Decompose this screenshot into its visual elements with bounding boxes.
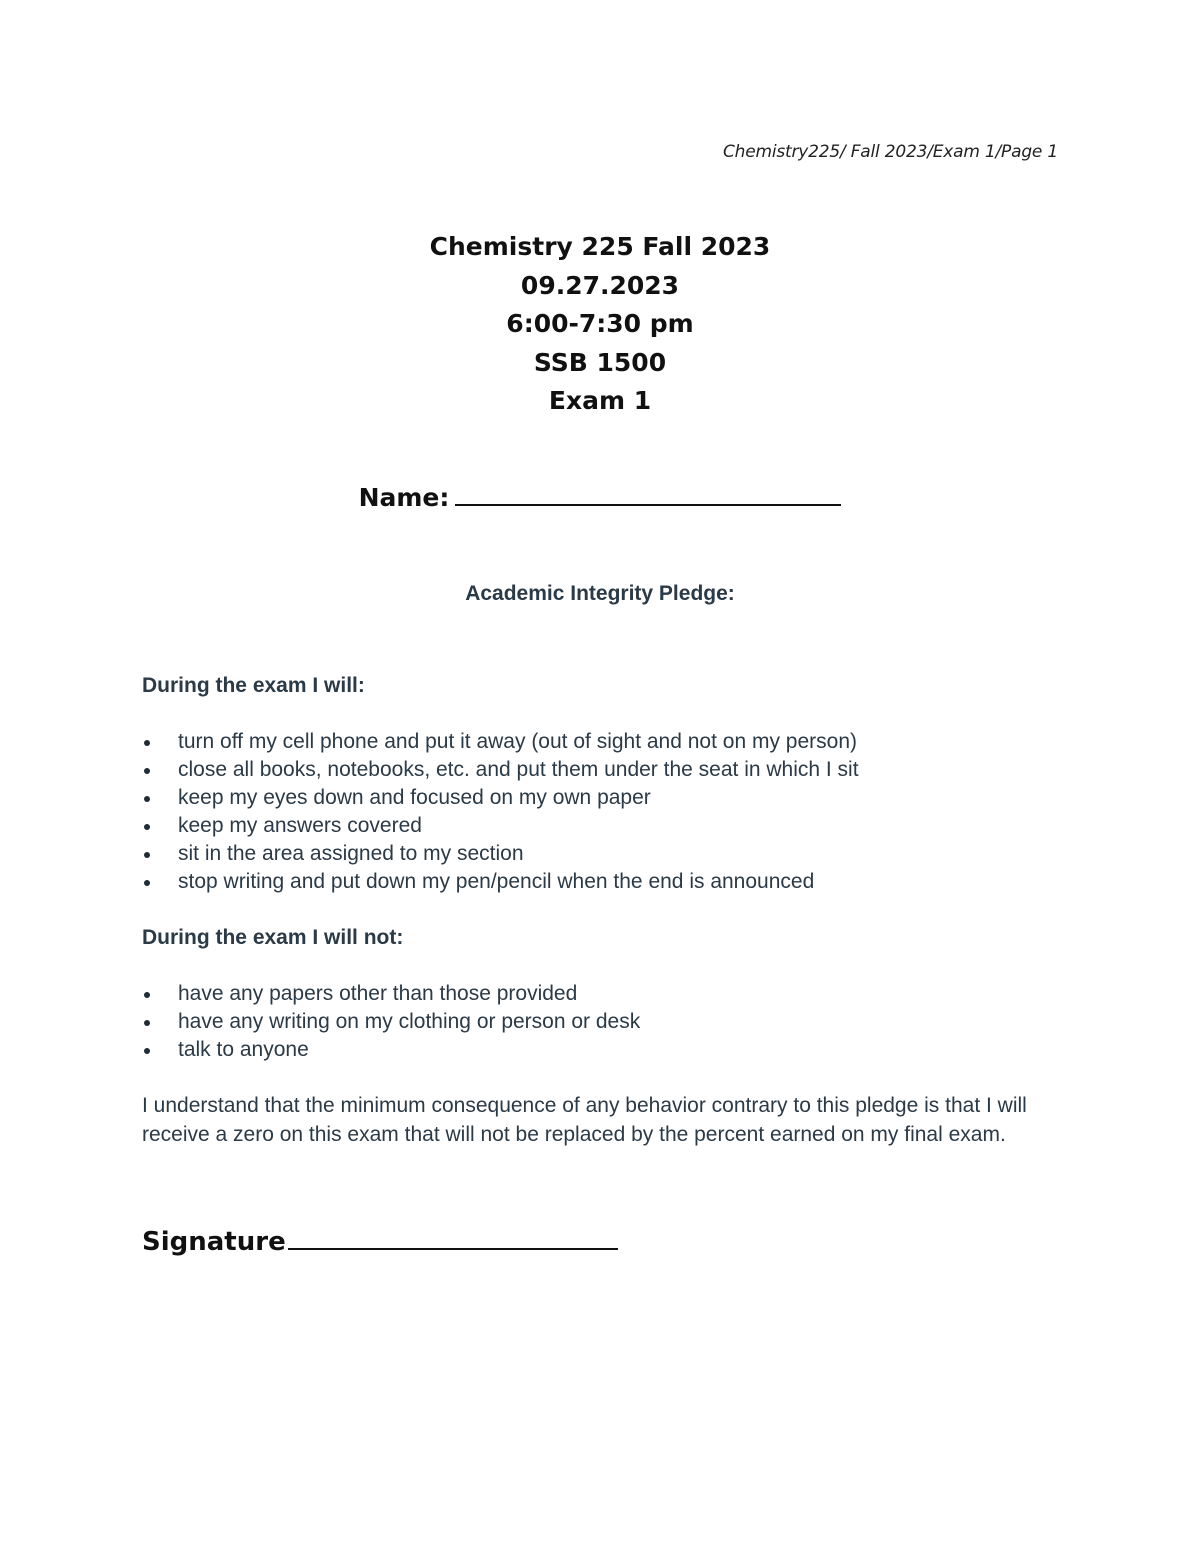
pledge-statement: I understand that the minimum consequence of any behavior contrary to this pledge is that I will receive a zero on this exam that will not be replaced by the percent earned on my final exam. (142, 1094, 1027, 1146)
list-item: sit in the area assigned to my section (142, 840, 859, 868)
will-not-heading: During the exam I will not: (142, 926, 404, 949)
signature-row (142, 1222, 618, 1257)
signature-blank-line[interactable] (288, 1222, 618, 1250)
list-item: stop writing and put down my pen/pencil when the end is announced (142, 868, 859, 896)
name-blank-line[interactable] (455, 478, 841, 506)
bullet-icon (144, 880, 150, 886)
list-item: talk to anyone (142, 1036, 640, 1064)
bullet-icon (144, 992, 150, 998)
exam-date: 09.27.2023 (520, 270, 680, 300)
running-header: Chemistry225/ Fall 2023/Exam 1/Page 1 (722, 142, 1058, 162)
name-label: Name: (358, 483, 450, 512)
list-item: close all books, notebooks, etc. and put them under the seat in which I sit (142, 756, 859, 784)
exam-time: 6:00-7:30 pm (506, 309, 694, 338)
list-item: have any papers other than those provided (142, 980, 640, 1008)
signature-label: Signature (142, 1227, 286, 1257)
exam-number: Exam 1 (548, 386, 652, 415)
bullet-icon (144, 824, 150, 830)
title-block (0, 228, 1200, 421)
bullet-icon (144, 796, 150, 802)
bullet-icon (144, 852, 150, 858)
course-title: Chemistry 225 Fall 2023 (429, 232, 771, 261)
pledge-heading: Academic Integrity Pledge: (465, 582, 735, 605)
list-item: have any writing on my clothing or person or desk (142, 1008, 640, 1036)
bullet-icon (144, 740, 150, 746)
list-item: keep my answers covered (142, 812, 859, 840)
will-heading: During the exam I will: (142, 674, 365, 697)
bullet-icon (144, 1048, 150, 1054)
list-item: turn off my cell phone and put it away (out of sight and not on my person) (142, 728, 859, 756)
bullet-icon (144, 768, 150, 774)
name-row (0, 478, 1200, 512)
list-item: keep my eyes down and focused on my own paper (142, 784, 859, 812)
will-list (142, 728, 859, 896)
will-not-list (142, 980, 640, 1064)
exam-room: SSB 1500 (533, 347, 667, 377)
bullet-icon (144, 1020, 150, 1026)
